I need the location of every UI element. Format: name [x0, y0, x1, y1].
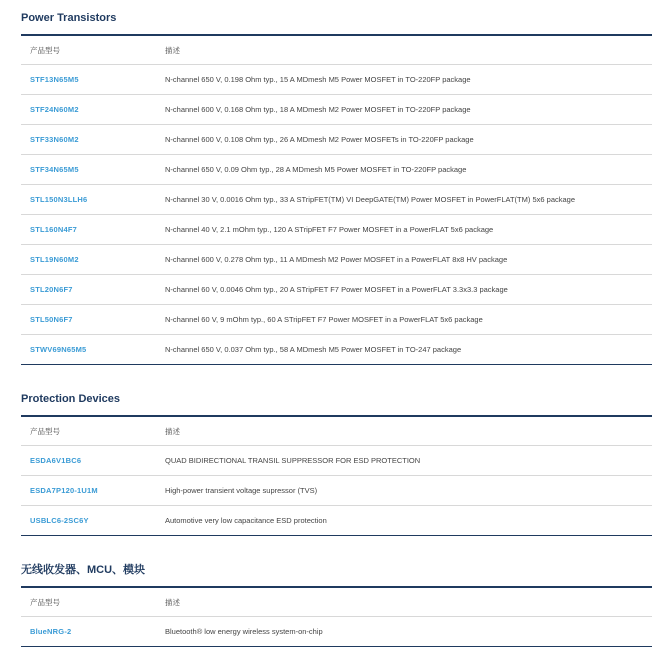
product-table [21, 34, 652, 365]
product-table [21, 415, 652, 536]
part-number-link[interactable]: ESDA7P120-1U1M [21, 476, 156, 506]
section-wireless [21, 562, 652, 647]
part-number-link[interactable]: STF33N60M2 [21, 125, 156, 155]
table-row [21, 275, 652, 305]
part-description: N-channel 650 V, 0.198 Ohm typ., 15 A MDmesh M5 Power MOSFET in TO-220FP package [156, 65, 652, 95]
part-number-link[interactable]: BlueNRG-2 [21, 617, 156, 647]
part-number-link[interactable]: USBLC6-2SC6Y [21, 506, 156, 536]
section-protection-devices [21, 391, 652, 536]
part-number-link[interactable]: STL19N60M2 [21, 245, 156, 275]
column-header-desc: 描述 [165, 426, 180, 436]
part-number-link[interactable]: STF13N65M5 [21, 65, 156, 95]
column-header-part: 产品型号 [30, 426, 60, 436]
part-description: Bluetooth® low energy wireless system-on-chip [156, 617, 652, 647]
part-description: N-channel 600 V, 0.108 Ohm typ., 26 A MDmesh M2 Power MOSFETs in TO-220FP package [156, 125, 652, 155]
table-row [21, 245, 652, 275]
table-row [21, 446, 652, 476]
part-description: N-channel 30 V, 0.0016 Ohm typ., 33 A STripFET(TM) VI DeepGATE(TM) Power MOSFET in PowerFLAT(TM) 5x6 package [156, 185, 652, 215]
section-title: 无线收发器、MCU、模块 [21, 564, 146, 576]
table-row [21, 95, 652, 125]
part-description: N-channel 600 V, 0.168 Ohm typ., 18 A MDmesh M2 Power MOSFET in TO-220FP package [156, 95, 652, 125]
table-row [21, 215, 652, 245]
table-row [21, 476, 652, 506]
table-row [21, 155, 652, 185]
part-number-link[interactable]: STL20N6F7 [21, 275, 156, 305]
table-header-row [21, 587, 652, 617]
table-header-row [21, 35, 652, 65]
section-power-transistors [21, 10, 652, 365]
part-number-link[interactable]: ESDA6V1BC6 [21, 446, 156, 476]
table-row [21, 617, 652, 647]
part-number-link[interactable]: STF34N65M5 [21, 155, 156, 185]
table-header-row [21, 416, 652, 446]
section-title: Protection Devices [21, 393, 121, 405]
column-header-desc: 描述 [165, 45, 180, 55]
table-row [21, 506, 652, 536]
part-description: N-channel 40 V, 2.1 mOhm typ., 120 A STripFET F7 Power MOSFET in a PowerFLAT 5x6 package [156, 215, 652, 245]
table-row [21, 335, 652, 365]
table-row [21, 125, 652, 155]
column-header-part: 产品型号 [30, 597, 60, 607]
part-number-link[interactable]: STL150N3LLH6 [21, 185, 156, 215]
part-description: QUAD BIDIRECTIONAL TRANSIL SUPPRESSOR FOR ESD PROTECTION [156, 446, 652, 476]
column-header-part: 产品型号 [30, 45, 60, 55]
product-table [21, 586, 652, 647]
part-description: N-channel 60 V, 9 mOhm typ., 60 A STripFET F7 Power MOSFET in a PowerFLAT 5x6 package [156, 305, 652, 335]
part-number-link[interactable]: STWV69N65M5 [21, 335, 156, 365]
part-description: N-channel 650 V, 0.09 Ohm typ., 28 A MDmesh M5 Power MOSFET in TO-220FP package [156, 155, 652, 185]
section-title: Power Transistors [21, 12, 117, 24]
table-row [21, 185, 652, 215]
part-number-link[interactable]: STL50N6F7 [21, 305, 156, 335]
column-header-desc: 描述 [165, 597, 180, 607]
table-row [21, 305, 652, 335]
part-description: High-power transient voltage supressor (TVS) [156, 476, 652, 506]
part-description: N-channel 600 V, 0.278 Ohm typ., 11 A MDmesh M2 Power MOSFET in a PowerFLAT 8x8 HV package [156, 245, 652, 275]
part-number-link[interactable]: STF24N60M2 [21, 95, 156, 125]
part-description: N-channel 650 V, 0.037 Ohm typ., 58 A MDmesh M5 Power MOSFET in TO-247 package [156, 335, 652, 365]
part-description: N-channel 60 V, 0.0046 Ohm typ., 20 A STripFET F7 Power MOSFET in a PowerFLAT 3.3x3.3 package [156, 275, 652, 305]
part-number-link[interactable]: STL160N4F7 [21, 215, 156, 245]
part-description: Automotive very low capacitance ESD protection [156, 506, 652, 536]
table-row [21, 65, 652, 95]
